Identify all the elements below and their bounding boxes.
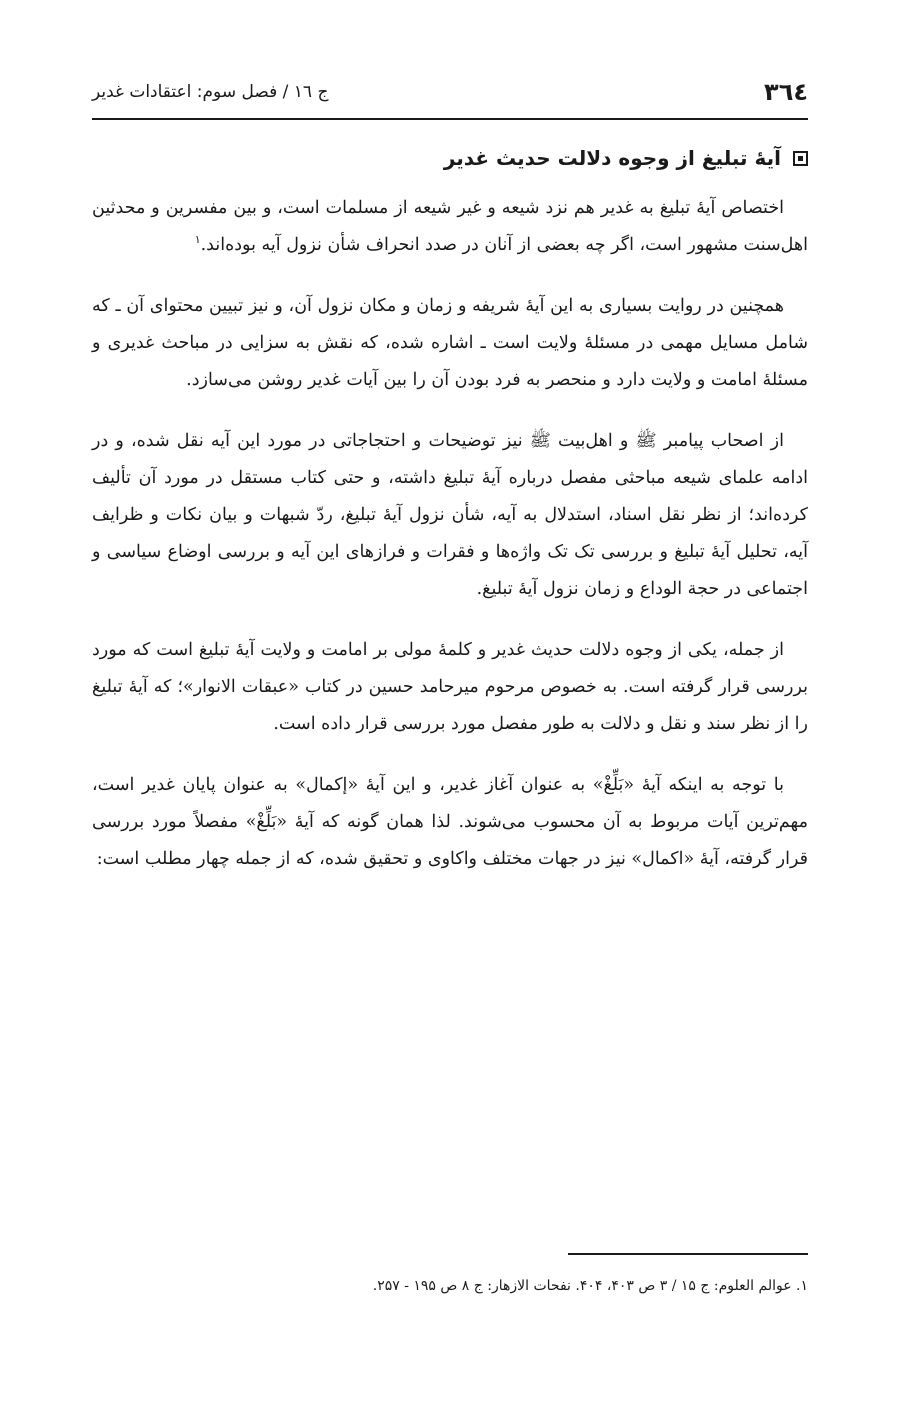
paragraph-5: با توجه به اینکه آیۀ «بَلِّغْ» به عنوان آغاز غدیر، و این آیۀ «إکمال» به عنوان پایان غدیر است، مهم‌ترین آیات مربوط به آن محسوب می‌شوند. لذا همان گونه که آیۀ «بَلِّغْ» مفصلاً مورد بررسی قرار گرفته، آیۀ «اکمال» نیز در جهات مختلف واکاوی و تحقیق شده، که از جمله چهار مطلب است: <box>92 775 808 869</box>
paragraph-3: از اصحاب پیامبر ﷺ و اهل‌بیت ﷺ نیز توضیحات و احتجاجاتی در مورد این آیه نقل شده، و در ادامه علمای شیعه مباحثی مفصل درباره آیۀ تبلیغ داشته، و حتی کتاب مستقل در مورد آن تألیف کرده‌اند؛ از نظر نقل اسناد، استدلال به آیه، شأن نزول آیۀ تبلیغ، ردّ شبهات و بیان نکات و ظرایف آیه، تحلیل آیۀ تبلیغ و بررسی تک تک واژه‌ها و فقرات و فرازهای این آیه و بررسی اوضاع سیاسی و اجتماعی در حجة الوداع و زمان نزول آیۀ تبلیغ. <box>92 431 808 599</box>
paragraph-1-text: اختصاص آیۀ تبلیغ به غدیر هم نزد شیعه و غیر شیعه از مسلمات است، و بین مفسرین و محدثین اهل‌سنت مشهور است، اگر چه بعضی از آنان در صدد انحراف شأن نزول آیه بوده‌اند. <box>92 198 808 255</box>
header-rule <box>92 118 808 120</box>
footnote: ۱. عوالم العلوم: ج ۱۵ / ۳ ص ۴۰۳، ۴۰۴. نفحات الازهار: ج ۸ ص ۱۹۵ - ۲۵۷. <box>372 1278 808 1294</box>
section-heading-text: آیۀ تبلیغ از وجوه دلالت حدیث غدیر <box>443 146 781 170</box>
page-header <box>92 70 808 114</box>
page-number: ۳٦٤ <box>764 78 808 106</box>
running-head: ج ۱٦ / فصل سوم: اعتقادات غدیر <box>92 82 329 102</box>
book-page <box>92 0 808 1405</box>
paragraph-4: از جمله، یکی از وجوه دلالت حدیث غدیر و کلمۀ مولی بر امامت و ولایت آیۀ تبلیغ است که مورد بررسی قرار گرفته است. به خصوص مرحوم میرحامد حسین در کتاب «عبقات الانوار»؛ که آیۀ تبلیغ را از نظر سند و نقل و دلالت به طور مفصل مورد بررسی قرار داده است. <box>92 640 808 734</box>
paragraph-2: همچنین در روایت بسیاری به این آیۀ شریفه و زمان و مکان نزول آن، و نیز تبیین محتوای آن ـ که شامل مسایل مهمی در مسئلۀ ولایت است ـ اشاره شده، که نقش به سزایی در مباحث غدیری و مسئلۀ امامت و ولایت دارد و منحصر به فرد بودن آن را بین آیات غدیر روشن می‌سازد. <box>92 296 808 390</box>
square-bullet-icon <box>793 151 808 166</box>
body-text <box>92 190 808 902</box>
footnote-rule <box>568 1253 808 1255</box>
paragraph-1 <box>92 190 808 264</box>
footnote-reference: ۱ <box>194 233 201 247</box>
section-heading <box>444 146 808 170</box>
